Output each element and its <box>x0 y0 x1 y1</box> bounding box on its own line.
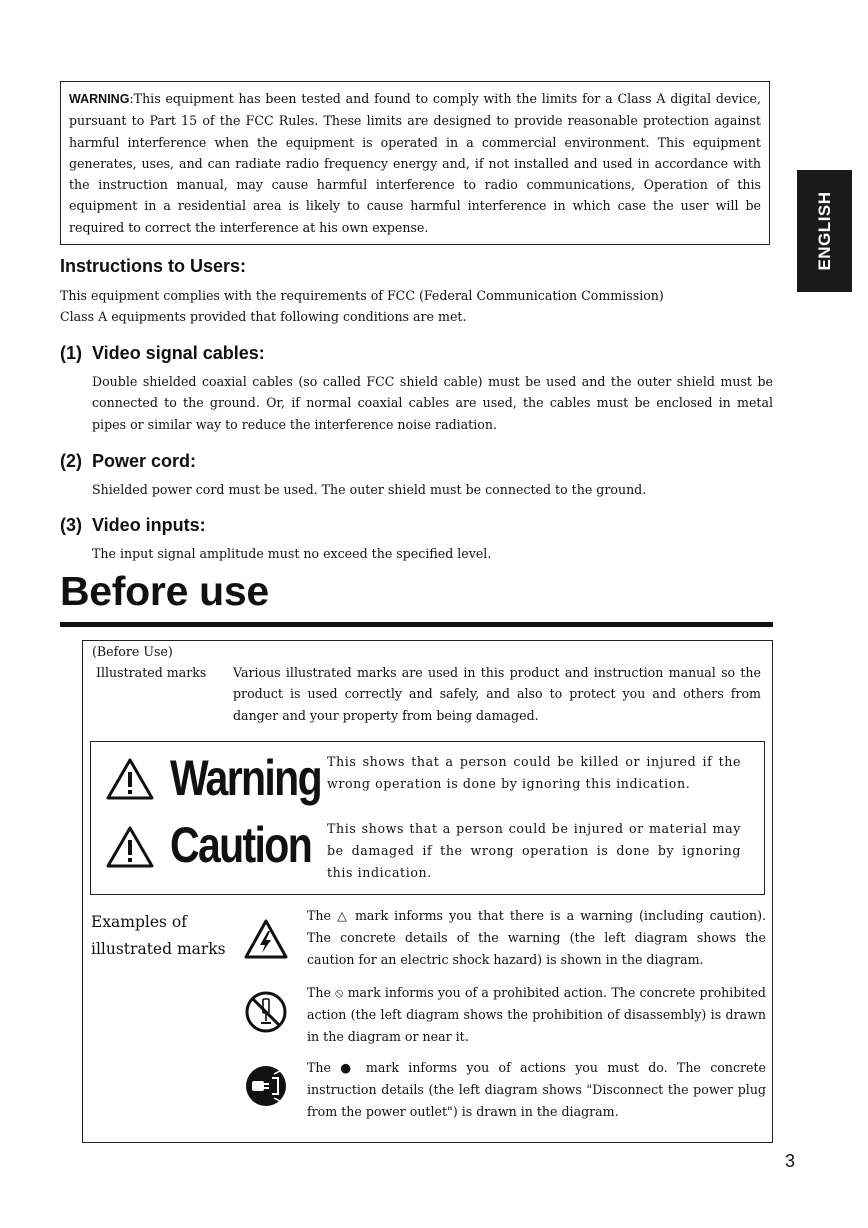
condition-3-heading <box>60 515 206 536</box>
illustrated-marks-label: Illustrated marks <box>96 665 207 680</box>
condition-3-title: Video inputs: <box>92 515 206 535</box>
warning-signal-word: Warning <box>170 750 321 806</box>
before-use-box-label: (Before Use) <box>92 644 173 659</box>
condition-1-title: Video signal cables: <box>92 343 265 363</box>
electric-shock-warning-icon <box>244 918 288 960</box>
language-tab <box>797 170 852 292</box>
before-use-title: Before use <box>60 568 269 614</box>
language-tab-label: ENGLISH <box>814 191 834 271</box>
caution-signal-word: Caution <box>170 817 312 873</box>
examples-label <box>91 909 226 962</box>
caution-signal-text: This shows that a person could be injured or material may be damaged if the wrong operation is done by ignoring this indication. <box>327 821 741 880</box>
examples-label-line-1: Examples of <box>91 913 187 931</box>
examples-label-line-2: illustrated marks <box>91 939 226 958</box>
example-prohibited-text: The ⦸ mark informs you of a prohibited action. The concrete prohibited action (the left diagram shows the prohibition of disassembly) is drawn in the diagram or near it. <box>307 985 766 1044</box>
no-disassembly-icon <box>244 990 288 1034</box>
condition-1-text: Double shielded coaxial cables (so called FCC shield cable) must be used and the outer shield must be connected to the ground. Or, if normal coaxial cables are used, the cables must be enclosed in metal pipes or similar way to reduce the interference noise radiation. <box>92 374 773 432</box>
instructions-heading: Instructions to Users: <box>60 256 247 276</box>
condition-2-title: Power cord: <box>92 451 197 471</box>
condition-2-heading <box>60 451 196 472</box>
title-rule-divider <box>60 622 773 627</box>
unplug-power-icon <box>244 1064 288 1108</box>
warning-signal-text: This shows that a person could be killed or injured if the wrong operation is done by ignoring this indication. <box>327 754 741 791</box>
example-warning-text: The △ mark informs you that there is a warning (including caution). The concrete details of the warning (the left diagram shows the caution for an electric shock hazard) is shown in the diagram. <box>307 908 766 967</box>
condition-1-heading <box>60 343 265 364</box>
page-number: 3 <box>785 1151 796 1171</box>
condition-2-text: Shielded power cord must be used. The outer shield must be connected to the ground. <box>92 482 647 497</box>
instructions-line-1: This equipment complies with the requirements of FCC (Federal Communication Commission) <box>60 288 664 303</box>
condition-1-number: (1) <box>60 343 82 363</box>
fcc-warning-lead: WARNING <box>69 92 130 106</box>
example-must-do-text: The ● mark informs you of actions you must do. The concrete instruction details (the left diagram shows "Disconnect the power plug from the power outlet") is drawn in the diagram. <box>307 1060 766 1119</box>
caution-triangle-icon <box>106 825 154 869</box>
condition-3-text: The input signal amplitude must no exceed the specified level. <box>92 546 492 561</box>
warning-triangle-icon <box>106 757 154 801</box>
condition-3-number: (3) <box>60 515 82 535</box>
condition-2-number: (2) <box>60 451 82 471</box>
illustrated-marks-description: Various illustrated marks are used in this product and instruction manual so the product is used correctly and safely, and also to protect you and others from danger and your property from being damaged. <box>233 665 761 723</box>
fcc-warning-box <box>60 81 770 245</box>
fcc-warning-text: :This equipment has been tested and found to comply with the limits for a Class A digital device, pursuant to Part 15 of the FCC Rules. These limits are designed to provide reasonable protection against harmful interference when the equipment is operated in a commercial environment. This equipment generates, uses, and can radiate radio frequency energy and, if not installed and used in accordance with the instruction manual, may cause harmful interference to radio communications, Operation of this equipment in a residential area is likely to cause harmful interference in which case the user will be required to correct the interference at his own expense. <box>69 91 761 235</box>
instructions-line-2: Class A equipments provided that following conditions are met. <box>60 309 467 325</box>
instructions-text <box>60 285 760 328</box>
